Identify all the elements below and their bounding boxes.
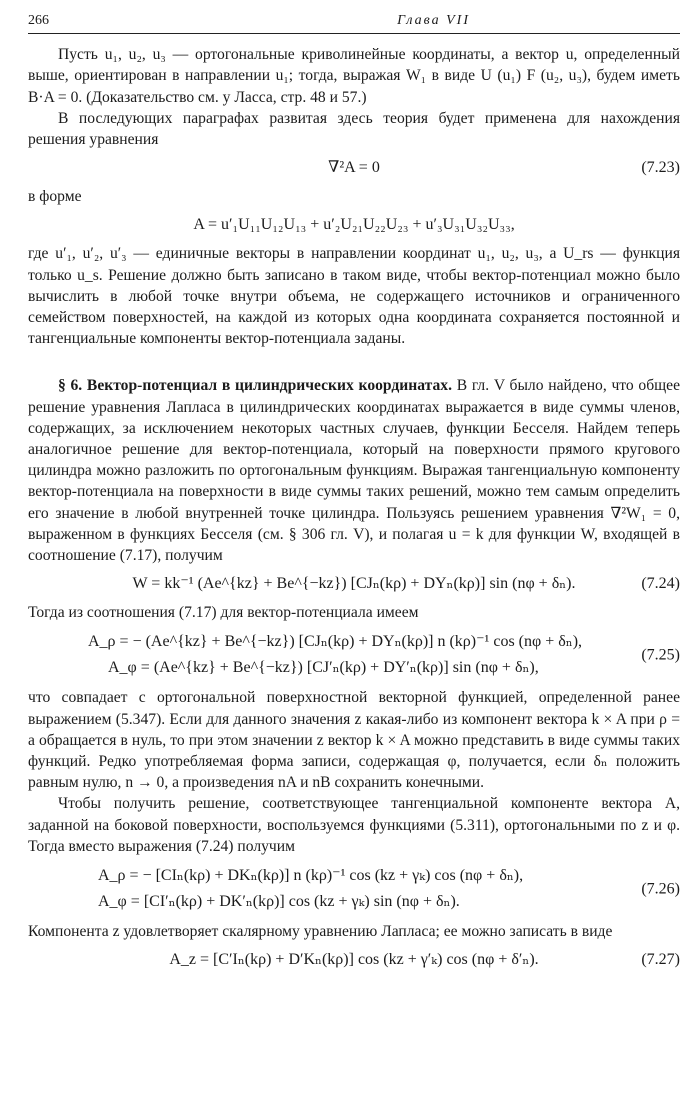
equation-number: (7.24) — [641, 575, 680, 593]
in-form-label: в форме — [28, 188, 82, 206]
chapter-title: Глава VII — [397, 13, 470, 28]
equation-number: (7.25) — [641, 646, 680, 664]
equation-7-26 — [28, 863, 680, 915]
section-text: В гл. V было найдено, что общее решение уравнения Лапласа в цилиндрических координатах выражается в виде суммы членов, содержащих, за исключением некоторых частных случаев, функции Бесселя. Найдем теперь аналогичное решение для вектор-потенциала, который на поверхности прямого кругового цилиндра можно разложить по ортогональным функциям. Выражая тангенциальную компоненту вектор-потенциала на поверхности в виде суммы таких решений, можно тем самым определить его значение в любой внутренней точке цилиндра. Пользуясь решением уравнения ∇²W₁ = 0, выраженном в функциях Бесселя (см. § 306 гл. V), и полагая u = k для функции W, входящей в соотношение (7.17), получим — [28, 377, 680, 565]
equation-7-24 — [28, 572, 680, 596]
equation-form — [28, 213, 680, 237]
equation-formula: W = kk⁻¹ (Ae^{kz} + Be^{−kz}) [CJₙ(kρ) + DYₙ(kρ)] sin (nφ + δₙ). — [132, 575, 576, 593]
equation-7-23 — [28, 156, 680, 180]
equation-formula: A_z = [C′Iₙ(kρ) + D′Kₙ(kρ)] cos (kz + γ′ₖ) cos (nφ + δ′ₙ). — [169, 951, 539, 969]
equation-line: A_φ = [CI′ₙ(kρ) + DK′ₙ(kρ)] cos (kz + γₖ) sin (nφ + δₙ). — [98, 893, 460, 911]
equation-number: (7.27) — [641, 951, 680, 969]
paragraph-orthogonal: что совпадает с ортогональной поверхностной векторной функцией, определенной ранее выражением (5.347). Если для данного значения z какая-либо из компонент вектора k × A при ρ = a обращается в нуль, то при этом значении z вектор k × A можно представить в виде суммы таких функций. Редко употребляемая форма записи, содержащая φ, получается, если δₙ положить равным нулю, n → 0, а произведения nA и nB сохранить конечными. — [28, 689, 680, 792]
paragraph-then: Тогда из соотношения (7.17) для вектор-потенциала имеем — [28, 604, 419, 622]
equation-7-25 — [28, 629, 680, 681]
equation-line: A_ρ = − [CIₙ(kρ) + DKₙ(kρ)] n (kρ)⁻¹ cos (kz + γₖ) cos (nφ + δₙ), — [98, 867, 524, 885]
equation-line: A_ρ = − (Ae^{kz} + Be^{−kz}) [CJₙ(kρ) + DYₙ(kρ)] n (kρ)⁻¹ cos (nφ + δₙ), — [88, 633, 583, 651]
section-6 — [28, 375, 680, 566]
equation-formula: A = u′₁U₁₁U₁₂U₁₃ + u′₂U₂₁U₂₂U₂₃ + u′₃U₃₁U₃₂U₃₃, — [193, 216, 515, 234]
paragraph-unit-vectors: где u′₁, u′₂, u′₃ — единичные векторы в направлении координат u₁, u₂, u₃, а U_rs — функция только u_s. Решение должно быть записано в таком виде, чтобы вектор-потенциал можно было вычислить в любой точке внутри объема, не содержащего источников и ограниченного семейством поверхностей, на каждой из которых одна координата сохраняется постоянной и тангенциальные компоненты вектор-потенциала заданы. — [28, 245, 680, 348]
equation-7-27 — [28, 948, 680, 972]
section-title: § 6. Вектор-потенциал в цилиндрических координатах. — [58, 377, 452, 395]
paragraph-z-component: Компонента z удовлетворяет скалярному уравнению Лапласа; ее можно записать в виде — [28, 923, 613, 941]
equation-number: (7.23) — [641, 159, 680, 177]
paragraph-tangential: Чтобы получить решение, соответствующее тангенциальной компоненте вектора A, заданной на боковой поверхности, воспользуемся функциями (5.311), ортогональными по z и φ. Тогда вместо выражения (7.24) получим — [28, 795, 680, 855]
paragraph-theory: В последующих параграфах развитая здесь теория будет применена для нахождения решения уравнения — [28, 109, 680, 149]
equation-formula: ∇²A = 0 — [328, 159, 380, 177]
equation-line: A_φ = (Ae^{kz} + Be^{−kz}) [CJ′ₙ(kρ) + DY′ₙ(kρ)] sin (nφ + δₙ), — [108, 659, 539, 677]
equation-number: (7.26) — [641, 880, 680, 898]
page-header — [28, 10, 680, 34]
paragraph-coordinates: Пусть u₁, u₂, u₃ — ортогональные криволинейные координаты, а вектор u, определенный выше, ориентирован в направлении u₁; тогда, выражая W₁ в виде U (u₁) F (u₂, u₃), будем иметь B·A = 0. (Доказательство см. у Ласса, стр. 48 и 57.) — [28, 46, 680, 106]
page-number: 266 — [28, 13, 49, 28]
